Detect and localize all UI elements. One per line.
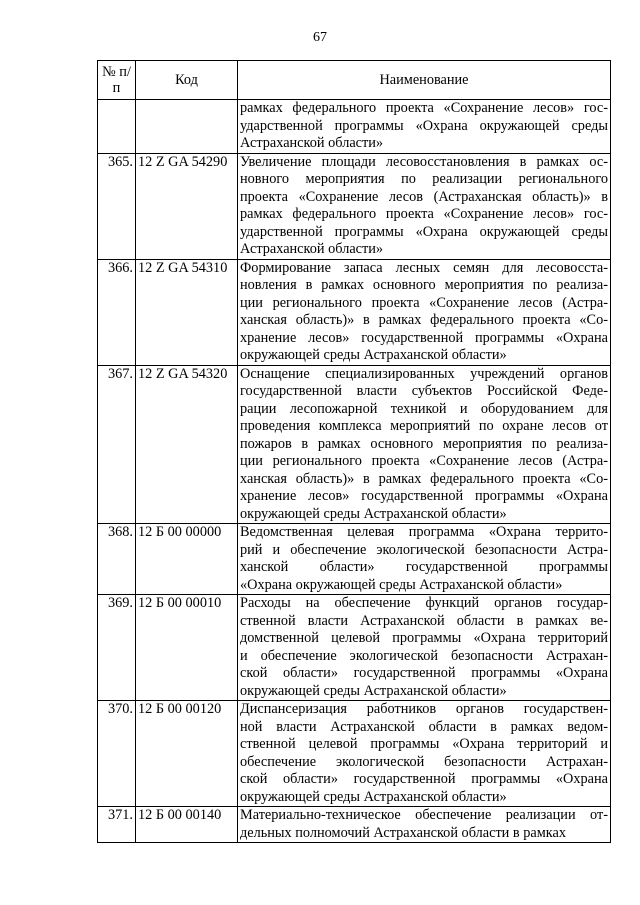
name-text-line: пожаров в рамках основного мероприятия по реализа- [240, 435, 608, 452]
row-code: 12 Б 00 00000 [136, 524, 238, 595]
row-name [238, 365, 611, 524]
name-text-line: ственной власти Астраханской области в рамках ве- [240, 612, 608, 629]
name-text-line: окружающей среды Астраханской области» [240, 347, 507, 363]
name-text-line: проекта «Сохранение лесов (Астраханская область)» в [240, 188, 608, 205]
name-text-line: государственной власти субъектов Российской Феде- [240, 383, 608, 399]
name-text-line: проведения комплекса мероприятий по охране лесов от [240, 418, 608, 434]
table-row [98, 524, 611, 595]
name-text-line: Расходы на обеспечение функций органов государ- [240, 595, 608, 611]
name-text-line: рации лесопожарной техникой и оборудованием для [240, 400, 608, 417]
row-name [238, 701, 611, 807]
name-text-line: рий и обеспечение экологической безопасности Астра- [240, 541, 608, 558]
name-text-line: окружающей среды Астраханской области» [240, 505, 507, 522]
name-text-line: домственной целевой программы «Охрана территорий [240, 630, 608, 646]
table-body [98, 100, 611, 843]
name-text-line: хранение лесов» государственной программы «Охрана [240, 329, 608, 346]
table-row [98, 100, 611, 154]
row-name [238, 259, 611, 365]
name-text-line: ции регионального проекта «Сохранение лесов (Астра- [240, 294, 608, 311]
budget-classification-table [97, 60, 611, 843]
name-text-line: ной власти Астраханской области в рамках ведом- [240, 718, 608, 735]
row-name [238, 524, 611, 595]
table-row [98, 153, 611, 259]
row-number: 370. [98, 701, 136, 807]
name-text-line: ханской области» государственной программы [240, 559, 608, 575]
name-text-line: Формирование запаса лесных семян для лесовосста- [240, 259, 608, 276]
row-code: 12 Б 00 00140 [136, 807, 238, 843]
table-row [98, 259, 611, 365]
row-name [238, 153, 611, 259]
name-text-line: Астраханской области» [240, 241, 384, 257]
name-text-line: Астраханской области» [240, 135, 384, 151]
table-row [98, 365, 611, 524]
table-header-row [98, 61, 611, 100]
table-row [98, 701, 611, 807]
name-text-line: Увеличение площади лесовосстановления в рамках ос- [240, 153, 608, 170]
table-row [98, 595, 611, 701]
row-code: 12 Б 00 00120 [136, 701, 238, 807]
row-code: 12 Z GA 54320 [136, 365, 238, 524]
row-code [136, 100, 238, 154]
row-number: 367. [98, 365, 136, 524]
name-text-line: ской области» государственной программы «Охрана [240, 665, 608, 681]
name-text-line: хранение лесов» государственной программы «Охрана [240, 488, 608, 504]
row-code: 12 Z GA 54310 [136, 259, 238, 365]
row-code: 12 Z GA 54290 [136, 153, 238, 259]
header-code: Код [136, 61, 238, 100]
name-text-line: ханская область)» в рамках федерального проекта «Со- [240, 312, 608, 328]
name-text-line: ударственной программы «Охрана окружающей среды [240, 223, 608, 240]
row-number: 369. [98, 595, 136, 701]
row-code: 12 Б 00 00010 [136, 595, 238, 701]
name-text-line: новного мероприятия по реализации регионального [240, 171, 608, 187]
name-text-line: Оснащение специализированных учреждений органов [240, 365, 608, 382]
page-number: 67 [313, 30, 327, 45]
header-number: № п/п [98, 61, 136, 100]
row-number: 366. [98, 259, 136, 365]
name-text-line: окружающей среды Астраханской области» [240, 682, 507, 699]
name-text-line: Ведомственная целевая программа «Охрана террито- [240, 524, 608, 540]
name-text-line: ударственной программы «Охрана окружающей среды [240, 117, 608, 134]
row-number [98, 100, 136, 154]
row-number: 368. [98, 524, 136, 595]
row-number: 371. [98, 807, 136, 843]
table-row [98, 807, 611, 843]
row-name [238, 100, 611, 154]
name-text-line: окружающей среды Астраханской области» [240, 788, 507, 805]
name-text-line: дельных полномочий Астраханской области в рамках [240, 824, 567, 841]
row-name [238, 807, 611, 843]
name-text-line: «Охрана окружающей среды Астраханской области» [240, 576, 563, 593]
name-text-line: ственной целевой программы «Охрана территорий и [240, 736, 608, 752]
name-text-line: рамках федерального проекта «Сохранение лесов» гос- [240, 206, 608, 222]
row-number: 365. [98, 153, 136, 259]
name-text-line: Диспансеризация работников органов государствен- [240, 701, 608, 717]
header-name: Наименование [238, 61, 611, 100]
name-text-line: ции регионального проекта «Сохранение лесов (Астра- [240, 453, 608, 469]
row-name [238, 595, 611, 701]
name-text-line: рамках федерального проекта «Сохранение лесов» гос- [240, 100, 608, 116]
name-text-line: новления в рамках основного мероприятия по реализа- [240, 277, 608, 293]
name-text-line: Материально-техническое обеспечение реализации от- [240, 807, 608, 823]
name-text-line: ханская область)» в рамках федерального проекта «Со- [240, 470, 608, 487]
name-text-line: ской области» государственной программы «Охрана [240, 771, 608, 787]
name-text-line: и обеспечение экологической безопасности Астрахан- [240, 647, 608, 664]
name-text-line: обеспечение экологической безопасности Астрахан- [240, 753, 608, 770]
